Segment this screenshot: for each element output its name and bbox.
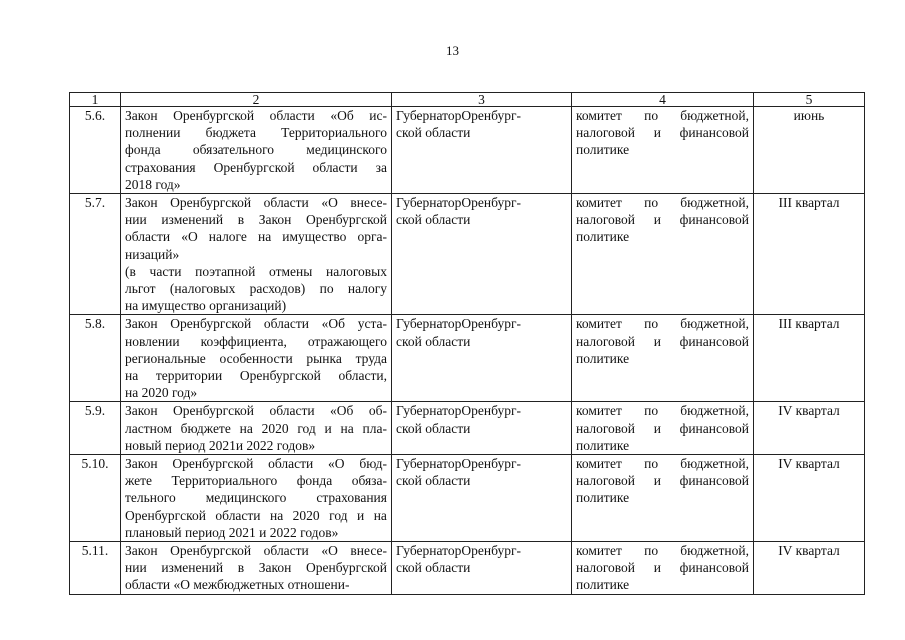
- committee-cell: [572, 107, 754, 194]
- law-title-cell: [121, 455, 392, 542]
- deadline: IV квартал: [754, 402, 865, 455]
- table-row: [70, 542, 865, 595]
- responsible-cell: [392, 402, 572, 455]
- committee-line: комитет по бюджетной,: [576, 456, 749, 472]
- responsible-word: Губернатор: [396, 543, 462, 559]
- responsible-cell: [392, 194, 572, 315]
- law-title-line: Закон Оренбургской области «Об ис-: [125, 108, 387, 123]
- committee-line: комитет по бюджетной,: [576, 403, 749, 419]
- law-title-line: Закон Оренбургской области «Об об-: [125, 403, 387, 419]
- law-title-cell: [121, 107, 392, 194]
- responsible-line: [396, 107, 567, 124]
- law-title-line: области «О межбюджетных отношени-: [125, 577, 350, 593]
- responsible-word: Губернатор: [396, 316, 462, 332]
- committee-cell: [572, 542, 754, 595]
- committee-line: налоговой и финансовой: [576, 420, 749, 436]
- responsible-cell: [392, 542, 572, 595]
- committee-line: политике: [576, 490, 630, 506]
- committee-line: налоговой и финансовой: [576, 212, 749, 228]
- item-number: 5.8.: [70, 315, 121, 402]
- law-title-line: новлении коэффициента, отражающего: [125, 333, 387, 349]
- law-title-line: плановый период 2021 и 2022 годов»: [125, 524, 339, 540]
- deadline: IV квартал: [754, 542, 865, 595]
- item-number: 5.9.: [70, 402, 121, 455]
- responsible-cell: [392, 107, 572, 194]
- responsible-word: Оренбург-: [461, 108, 521, 123]
- responsible-word: Оренбург-: [461, 403, 521, 419]
- table-row: [70, 194, 865, 315]
- column-number: 1: [70, 93, 121, 107]
- legislative-plan-table: [69, 92, 865, 595]
- law-title-line: Закон Оренбургской области «Об уста-: [125, 316, 387, 332]
- responsible-cell: [392, 455, 572, 542]
- law-title-line: (в части поэтапной отмены налоговых: [125, 263, 387, 279]
- law-title-cell: [121, 402, 392, 455]
- deadline: III квартал: [754, 194, 865, 315]
- law-title-cell: [121, 315, 392, 402]
- committee-line: политике: [576, 229, 630, 245]
- responsible-word: Губернатор: [396, 403, 462, 419]
- responsible-cell: [392, 315, 572, 402]
- deadline: IV квартал: [754, 455, 865, 542]
- responsible-line: ской области: [396, 420, 471, 436]
- responsible-line: [396, 315, 567, 332]
- committee-cell: [572, 455, 754, 542]
- law-title-line: Закон Оренбургской области «О внесе-: [125, 543, 387, 559]
- column-number: 2: [121, 93, 392, 107]
- law-title-line: нии изменений в Закон Оренбургской: [125, 560, 387, 576]
- column-number: 5: [754, 93, 865, 107]
- law-title-line: новый период 2021и 2022 годов»: [125, 437, 316, 453]
- committee-line: налоговой и финансовой: [576, 560, 749, 576]
- page-number: 13: [446, 43, 459, 58]
- item-number: 5.7.: [70, 194, 121, 315]
- committee-line: политике: [576, 437, 630, 453]
- law-title-line: полнении бюджета Территориального: [125, 125, 387, 141]
- law-title-cell: [121, 194, 392, 315]
- committee-line: комитет по бюджетной,: [576, 316, 749, 332]
- committee-line: налоговой и финансовой: [576, 473, 749, 489]
- law-title-cell: [121, 542, 392, 595]
- law-title-line: на территории Оренбургской области,: [125, 368, 387, 384]
- deadline: июнь: [754, 107, 865, 194]
- law-title-line: фонда обязательного медицинского: [125, 142, 387, 158]
- column-number: 4: [572, 93, 754, 107]
- item-number: 5.10.: [70, 455, 121, 542]
- committee-line: политике: [576, 142, 630, 158]
- law-title-line: Закон Оренбургской области «О бюд-: [125, 456, 387, 472]
- law-title-line: на имущество организаций): [125, 298, 287, 314]
- responsible-word: Оренбург-: [461, 195, 521, 211]
- column-number-row: [70, 93, 865, 107]
- responsible-word: Губернатор: [396, 108, 462, 123]
- committee-line: политике: [576, 577, 630, 593]
- law-title-line: Закон Оренбургской области «О внесе-: [125, 195, 387, 211]
- responsible-word: Губернатор: [396, 456, 462, 472]
- law-title-line: нии изменений в Закон Оренбургской: [125, 212, 387, 228]
- committee-line: политике: [576, 350, 630, 366]
- law-title-line: тельного медицинского страхования: [125, 490, 387, 506]
- responsible-line: [396, 542, 567, 559]
- responsible-word: Губернатор: [396, 195, 462, 211]
- law-title-line: ластном бюджете на 2020 год и на пла-: [125, 420, 387, 436]
- deadline: III квартал: [754, 315, 865, 402]
- law-title-line: региональные особенности рынка труда: [125, 350, 387, 366]
- committee-line: налоговой и финансовой: [576, 333, 749, 349]
- responsible-line: ской области: [396, 212, 471, 228]
- law-title-line: льгот (налоговых расходов) по налогу: [125, 281, 387, 297]
- committee-line: комитет по бюджетной,: [576, 543, 749, 559]
- responsible-line: ской области: [396, 333, 471, 349]
- committee-cell: [572, 315, 754, 402]
- committee-cell: [572, 402, 754, 455]
- responsible-line: ской области: [396, 125, 471, 141]
- law-title-line: жете Территориального фонда обяза-: [125, 473, 387, 489]
- responsible-line: ской области: [396, 473, 471, 489]
- table-row: [70, 315, 865, 402]
- committee-line: комитет по бюджетной,: [576, 195, 749, 211]
- law-title-line: страхования Оренбургской области за: [125, 159, 387, 175]
- committee-cell: [572, 194, 754, 315]
- law-title-line: области «О налоге на имущество орга-: [125, 229, 387, 245]
- responsible-line: [396, 455, 567, 472]
- law-title-line: на 2020 год»: [125, 385, 198, 401]
- table-row: [70, 402, 865, 455]
- law-title-line: 2018 год»: [125, 176, 181, 192]
- responsible-word: Оренбург-: [461, 316, 521, 332]
- item-number: 5.6.: [70, 107, 121, 194]
- table-row: [70, 455, 865, 542]
- committee-line: комитет по бюджетной,: [576, 108, 749, 123]
- table-row: [70, 107, 865, 194]
- responsible-line: [396, 402, 567, 419]
- law-title-line: Оренбургской области на 2020 год и на: [125, 507, 387, 523]
- item-number: 5.11.: [70, 542, 121, 595]
- column-number: 3: [392, 93, 572, 107]
- responsible-word: Оренбург-: [461, 543, 521, 559]
- law-title-line: низаций»: [125, 246, 180, 262]
- responsible-word: Оренбург-: [461, 456, 521, 472]
- responsible-line: [396, 194, 567, 211]
- responsible-line: ской области: [396, 560, 471, 576]
- committee-line: налоговой и финансовой: [576, 125, 749, 141]
